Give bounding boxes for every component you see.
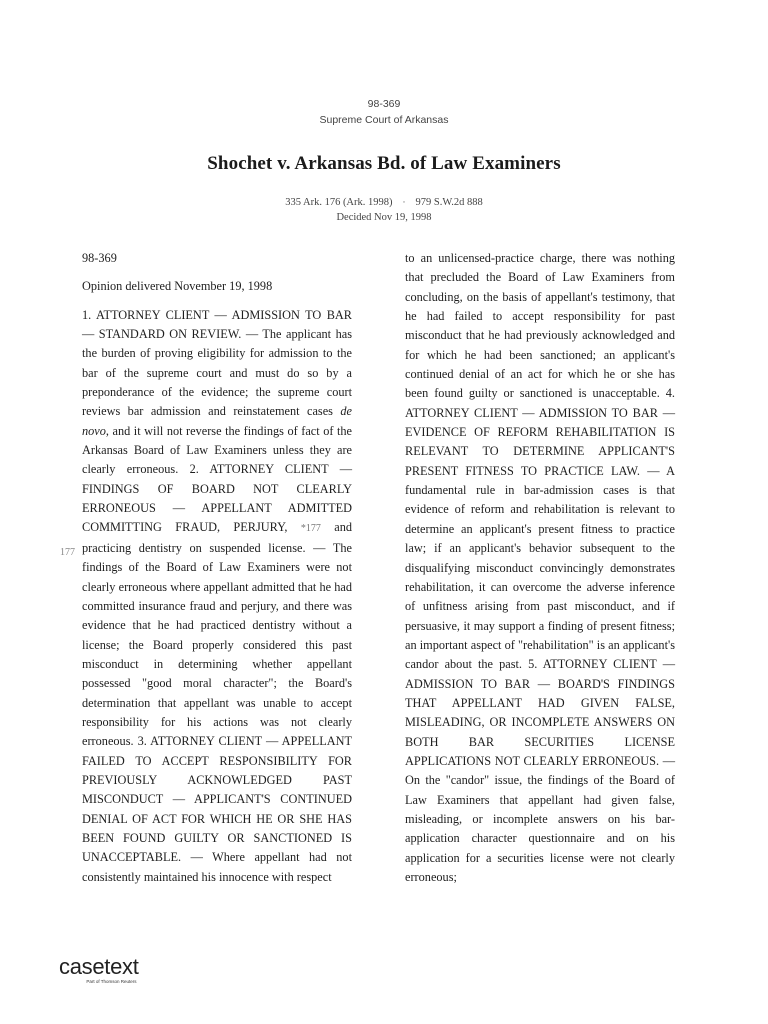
body-docket-number: 98-369 xyxy=(82,251,117,265)
citation-separator: · xyxy=(402,197,406,207)
case-title: Shochet v. Arkansas Bd. of Law Examiners xyxy=(207,153,561,174)
court-name: Supreme Court of Arkansas xyxy=(319,114,449,126)
logo-wordmark: casetext xyxy=(59,954,139,979)
opinion-column-left xyxy=(82,249,352,896)
opinion-column-right xyxy=(405,249,675,896)
de-novo-term: de novo xyxy=(82,404,352,438)
margin-page-number: 177 xyxy=(60,547,75,558)
decided-date: Decided Nov 19, 1998 xyxy=(336,212,432,223)
headnote-text-1: 1. ATTORNEY CLIENT — ADMISSION TO BAR — STANDARD ON REVIEW. — The applicant has the burden of proving eligibility for admission to the bar of the supreme court and must do so by a preponderance of the evidence; the supreme court reviews bar admission and reinstatement cases xyxy=(82,307,352,419)
citation-reporter-ark: 335 Ark. 176 (Ark. 1998) xyxy=(285,197,393,208)
headnotes-paragraph xyxy=(82,306,352,887)
headnote-text-2: , and it will not reverse the findings of fact of the Arkansas Board of Law Examiners unless they are clearly erroneous. 2. ATTORNEY CLIENT — FINDINGS OF BOARD NOT CLEARLY ERRONEOUS — APPELLANT ADMITTED COMMITTING FRAUD, PERJURY, xyxy=(82,423,352,535)
logo-tagline: Part of Thomson Reuters xyxy=(86,979,137,984)
casetext-logo[interactable] xyxy=(59,955,139,985)
citations xyxy=(0,195,768,210)
citation-reporter-sw: 979 S.W.2d 888 xyxy=(415,197,483,208)
star-page-marker[interactable]: *177 xyxy=(300,523,321,535)
headnotes-continued: to an unlicensed-practice charge, there was nothing that precluded the Board of Law Examiners from concluding, on the basis of appellant's testimony, that he had failed to accept responsibility for past misconduct that he had previously acknowledged and for which he had been sanctioned; an applicant's continued denial of an act for which he or she has been found guilty or sanctioned is unacceptable. 4. ATTORNEY CLIENT — ADMISSION TO BAR — EVIDENCE OF REFORM REHABILITATION IS RELEVANT TO DETERMINE APPLICANT'S PRESENT FITNESS TO PRACTICE LAW. — A fundamental rule in bar-admission cases is that evidence of reform and rehabilitation is relevant to determine an applicant's present fitness to practice law; if an applicant's behavior subsequent to the disqualifying misconduct convincingly demonstrates rehabilitation, it can overcome the adverse inference of unfitness arising from past misconduct, and if persuasive, it may support a finding of present fitness; an important aspect of "rehabilitation" is an applicant's candor about the past. 5. ATTORNEY CLIENT — ADMISSION TO BAR — BOARD'S FINDINGS THAT APPELLANT HAD GIVEN FALSE, MISLEADING, OR INCOMPLETE ANSWERS ON BOTH BAR SECURITIES LICENSE APPLICATIONS NOT CLEARLY ERRONEOUS. — On the "candor" issue, the findings of the Board of Law Examiners that appellant had given false, misleading, or incomplete answers on his bar-application character questionnaire and on his application for a securities license were not clearly erroneous; xyxy=(405,251,675,884)
header-docket-number: 98-369 xyxy=(367,98,401,110)
headnote-text-3: and practicing dentistry on suspended license. — The findings of the Board of Law Examiners were not clearly erroneous where appellant admitted that he had committed insurance fraud and perjury, and there was evidence that he had practiced dentistry without a license; the Board properly considered this past misconduct in determining whether appellant possessed "good moral character"; the Board's determination that appellant was unable to accept responsibility for his actions was not clearly erroneous. 3. ATTORNEY CLIENT — APPELLANT FAILED TO ACCEPT RESPONSIBILITY FOR PREVIOUSLY ACKNOWLEDGED PAST MISCONDUCT — APPLICANT'S CONTINUED DENIAL OF ACT FOR WHICH HE OR SHE HAS BEEN FOUND GUILTY OR SANCTIONED IS UNACCEPTABLE. — Where appellant had not consistently maintained his innocence with respect xyxy=(82,520,352,884)
document-header xyxy=(0,96,768,225)
opinion-delivered-date: Opinion delivered November 19, 1998 xyxy=(82,279,273,294)
